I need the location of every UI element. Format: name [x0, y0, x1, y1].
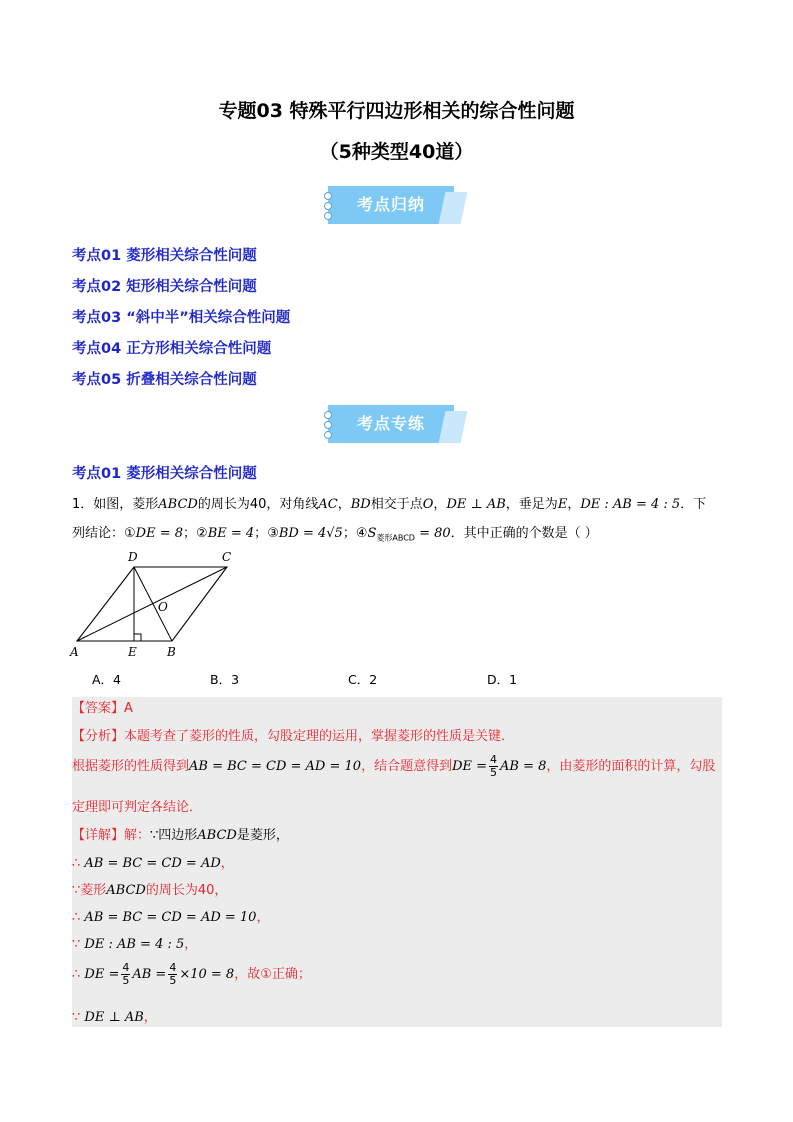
q-text: ； [342, 526, 356, 541]
sol-text: 根据菱形的性质得到 [72, 759, 190, 774]
banner-summary [328, 186, 464, 224]
toc-item-03[interactable]: 考点03 “斜中半”相关综合性问题 [72, 310, 291, 326]
detail-line-7 [72, 1006, 157, 1025]
q-text: 列结论： [72, 526, 125, 541]
right-angle-mark [134, 634, 141, 641]
sol-text: 的周长为40， [145, 883, 228, 898]
denominator: 5 [490, 766, 498, 779]
banner-practice [328, 405, 464, 443]
sol-math: AB = BC = CD = AD = 10 [189, 759, 362, 774]
sol-text: ，结合题意得到 [361, 759, 453, 774]
q-math: S [367, 526, 377, 541]
option-a[interactable]: A．4 [92, 672, 122, 687]
sol-text: ，由菱形的面积的计算，勾股 [546, 759, 716, 774]
q-text: ； [183, 526, 197, 541]
denominator: 5 [169, 974, 177, 987]
sol-text: ， [143, 1010, 157, 1025]
detail-line-3 [72, 879, 227, 898]
q-math: BD = 4√5 [278, 526, 343, 541]
q-text: ．下 [680, 497, 707, 512]
sol-text: ， [256, 910, 270, 925]
rhombus-figure [66, 547, 241, 662]
sol-math: DE ⊥ AB [80, 1010, 144, 1025]
label-d: D [128, 550, 138, 564]
q-math: E [557, 497, 568, 512]
analysis-line-3: 定理即可判定各结论． [72, 800, 203, 815]
q-math: AC [318, 497, 338, 512]
fraction [121, 962, 130, 987]
page-title-line1: 专题03 特殊平行四边形相关的综合性问题 [218, 100, 575, 122]
sol-math: AB = [132, 967, 167, 982]
toc-item-02[interactable]: 考点02 矩形相关综合性问题 [72, 279, 257, 295]
detail-line-4 [72, 906, 269, 925]
option-d[interactable]: D．1 [487, 672, 518, 687]
sol-math: AB = BC = CD = AD = 10 [80, 910, 257, 925]
sol-math: DE = [80, 967, 120, 982]
q-math: ABCD [158, 497, 198, 512]
q-text: ， [337, 497, 351, 512]
toc-item-05[interactable]: 考点05 折叠相关综合性问题 [72, 372, 257, 388]
toc-item-04[interactable]: 考点04 正方形相关综合性问题 [72, 341, 272, 357]
q-math: DE ⊥ AB [446, 497, 506, 512]
banner-label: 考点归纳 [356, 195, 425, 214]
label-e: E [128, 645, 137, 659]
detail-line-1 [72, 824, 289, 843]
sol-math: AB = 8 [500, 759, 547, 774]
q-text: 1．如图，菱形 [72, 497, 159, 512]
sol-text: 【详解】解： [72, 828, 151, 843]
sol-text: 正确； [271, 967, 311, 982]
q-marker: ① [124, 526, 136, 541]
label-b: B [167, 645, 176, 659]
sol-text: ∵ [72, 937, 81, 952]
fraction [489, 754, 498, 779]
numerator: 4 [490, 753, 498, 766]
q-text: ．其中正确的个数是（ ） [450, 526, 598, 541]
q-math: BD [350, 497, 371, 512]
analysis-line-2 [72, 754, 715, 779]
q-text: 的周长为40，对角线 [197, 497, 319, 512]
q-subscript: 菱形ABCD [376, 533, 415, 543]
detail-line-2 [72, 852, 234, 871]
sol-text: ， [220, 856, 234, 871]
toc-item-01[interactable]: 考点01 菱形相关综合性问题 [72, 248, 257, 264]
page-title-line2: （5种类型40道） [319, 141, 474, 163]
analysis-line: 【分析】本题考查了菱形的性质，勾股定理的运用，掌握菱形的性质是关键． [72, 729, 515, 744]
section-heading: 考点01 菱形相关综合性问题 [72, 466, 257, 482]
q-marker: ③ [267, 526, 279, 541]
sol-text: 菱形 [80, 883, 107, 898]
q-text: ， [433, 497, 447, 512]
sol-text: ∴ [72, 910, 81, 925]
sol-math: DE = [452, 759, 488, 774]
sol-text: 是菱形， [236, 828, 289, 843]
numerator: 4 [169, 961, 177, 974]
detail-line-6 [72, 962, 311, 987]
sol-math: ABCD [106, 883, 146, 898]
detail-line-5 [72, 933, 197, 952]
sol-text: ∵四边形 [150, 828, 198, 843]
label-c: C [222, 550, 232, 564]
q-math: O [422, 497, 434, 512]
option-b[interactable]: B．3 [210, 672, 240, 687]
banner-label: 考点专练 [356, 414, 425, 433]
sol-text: ，故 [234, 967, 261, 982]
circle-marker: ① [260, 967, 272, 982]
sol-text: ， [184, 937, 198, 952]
sol-math: DE : AB = 4 : 5 [80, 937, 185, 952]
sol-text: ∵ [72, 1010, 81, 1025]
q-math: DE = 8 [135, 526, 184, 541]
q-text: ，垂足为 [505, 497, 558, 512]
sol-text: ∴ [72, 967, 81, 982]
q-marker: ④ [355, 526, 368, 541]
sol-math: AB = BC = CD = AD [80, 856, 221, 871]
sol-text: ∵ [72, 883, 81, 898]
question-line-1 [72, 493, 706, 512]
numerator: 4 [122, 961, 130, 974]
diagonal-ac [77, 567, 227, 641]
sol-math: ABCD [197, 828, 237, 843]
q-math: BE = 4 [207, 526, 255, 541]
answer-line: 【答案】A [72, 701, 133, 716]
sol-math: ×10 = 8 [179, 967, 235, 982]
q-text: ； [254, 526, 268, 541]
label-o: O [158, 600, 168, 614]
q-marker: ② [196, 526, 208, 541]
q-text: ， [567, 497, 581, 512]
denominator: 5 [122, 974, 130, 987]
fraction [168, 962, 177, 987]
q-text: 相交于点 [370, 497, 423, 512]
question-line-2 [72, 522, 598, 544]
label-a: A [70, 645, 79, 659]
option-c[interactable]: C．2 [348, 672, 378, 687]
sol-text: ∴ [72, 856, 81, 871]
q-math: DE : AB = 4 : 5 [580, 497, 681, 512]
q-math: = 80 [414, 526, 451, 541]
